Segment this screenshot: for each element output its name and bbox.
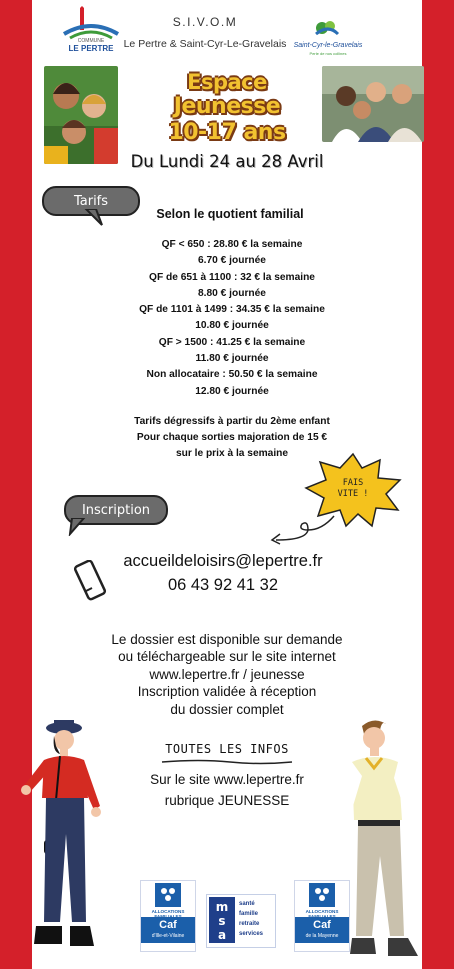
dossier-info-line: Inscription validée à réception — [137, 684, 317, 700]
msa-line: santé — [239, 901, 255, 907]
boy-illustration — [340, 716, 424, 966]
girl-illustration — [16, 716, 116, 962]
caf2-band — [295, 917, 349, 943]
dossier-info-line: Le dossier est disponible sur demande — [111, 632, 343, 647]
caf-emblem-icon — [155, 883, 181, 907]
logo-saint-cyr-tagline: Perle de nos collines — [309, 51, 347, 56]
tarif-line: Non allocataire : 50.50 € la semaine — [146, 369, 318, 381]
caf2-name: Caf — [313, 919, 331, 931]
left-teens-photo — [44, 66, 118, 164]
caf1-sub: d'Ille-et-Vilaine — [151, 933, 185, 939]
toutes-les-infos-heading: TOUTES LES INFOS — [165, 742, 289, 756]
caf-mayenne-logo — [294, 880, 350, 952]
msa-line: services — [239, 931, 264, 937]
espace-jeunesse-title — [160, 70, 294, 160]
tarif-note: Pour chaque sorties majoration de 15 € — [136, 432, 328, 443]
contact-email[interactable]: accueildeloisirs@lepertre.fr — [123, 552, 323, 570]
burst-line-1: FAIS — [342, 478, 364, 488]
title-line-espace: Espace — [187, 70, 267, 94]
title-line-age-range: 10-17 ans — [168, 120, 286, 145]
infos-underline — [160, 758, 294, 766]
tarifs-heading: Selon le quotient familial — [156, 207, 304, 221]
org-title: S.I.V.O.M — [172, 15, 238, 29]
tarif-line: 11.80 € journée — [195, 353, 269, 365]
dossier-info-line: www.lepertre.fr / jeunesse — [149, 666, 305, 682]
caf1-name: Caf — [159, 919, 177, 931]
infos-rubrique-line: rubrique JEUNESSE — [164, 793, 290, 808]
svg-text:m: m — [215, 900, 229, 914]
caf2-sub: de la Mayenne — [305, 933, 339, 939]
dates-heading: Du Lundi 24 au 28 Avril — [130, 152, 324, 171]
tarif-line: QF > 1500 : 41.25 € la semaine — [158, 336, 306, 348]
msa-logo — [206, 894, 276, 948]
caf2-top: ALLOCATIONS — [305, 909, 339, 914]
msa-line: famille — [239, 911, 259, 917]
org-subtitle: Le Pertre & Saint-Cyr-Le-Gravelais — [123, 38, 287, 50]
tarif-note: Tarifs dégressifs à partir du 2ème enfant — [134, 416, 330, 427]
curly-arrow-icon — [268, 512, 338, 546]
right-teens-photo — [322, 66, 424, 142]
msa-emblem-icon — [209, 897, 235, 943]
tarif-line: 12.80 € journée — [195, 385, 269, 397]
inscription-bubble-tail — [68, 518, 90, 536]
tarif-line: 8.80 € journée — [198, 287, 266, 299]
svg-text:s: s — [218, 914, 226, 928]
saint-cyr-logo — [292, 18, 364, 58]
dossier-info — [60, 631, 394, 718]
svg-text:a: a — [217, 928, 227, 942]
le-pertre-logo — [60, 4, 122, 56]
tarif-note: sur le prix à la semaine — [175, 448, 289, 459]
title-line-jeunesse: Jeunesse — [173, 94, 281, 119]
logo-le-pertre-name: LE PERTRE — [68, 44, 114, 53]
caf1-band — [141, 917, 195, 943]
inscription-bubble-label: Inscription — [81, 502, 151, 518]
caf-emblem-icon — [309, 883, 335, 907]
contact-phone[interactable]: 06 43 92 41 32 — [167, 576, 279, 594]
dossier-info-line: ou téléchargeable sur le site internet — [118, 649, 336, 665]
dossier-info-line: du dossier complet — [170, 701, 284, 717]
right-red-band — [422, 0, 454, 969]
tarif-line: QF < 650 : 28.80 € la semaine — [161, 239, 303, 250]
caf-ille-et-vilaine-logo — [140, 880, 196, 952]
tarif-line: QF de 1101 à 1499 : 34.35 € la semaine — [139, 304, 325, 316]
tarif-line: QF de 651 à 1100 : 32 € la semaine — [149, 271, 315, 283]
tarifs-bubble-label: Tarifs — [73, 193, 109, 209]
caf1-top: ALLOCATIONS — [151, 909, 185, 914]
logo-commune-label: COMMUNE — [77, 38, 105, 44]
infos-site-line[interactable]: Sur le site www.lepertre.fr — [150, 772, 304, 787]
logo-saint-cyr-name: Saint-Cyr-le-Gravelais — [293, 42, 363, 49]
tarifs-list — [82, 237, 382, 400]
msa-lines — [239, 899, 263, 939]
burst-line-2: VITE ! — [337, 489, 369, 499]
fais-vite-text — [330, 478, 376, 500]
tarif-line: 6.70 € journée — [198, 255, 266, 267]
tarif-line: 10.80 € journée — [195, 320, 269, 332]
msa-line: retraite — [239, 921, 260, 927]
